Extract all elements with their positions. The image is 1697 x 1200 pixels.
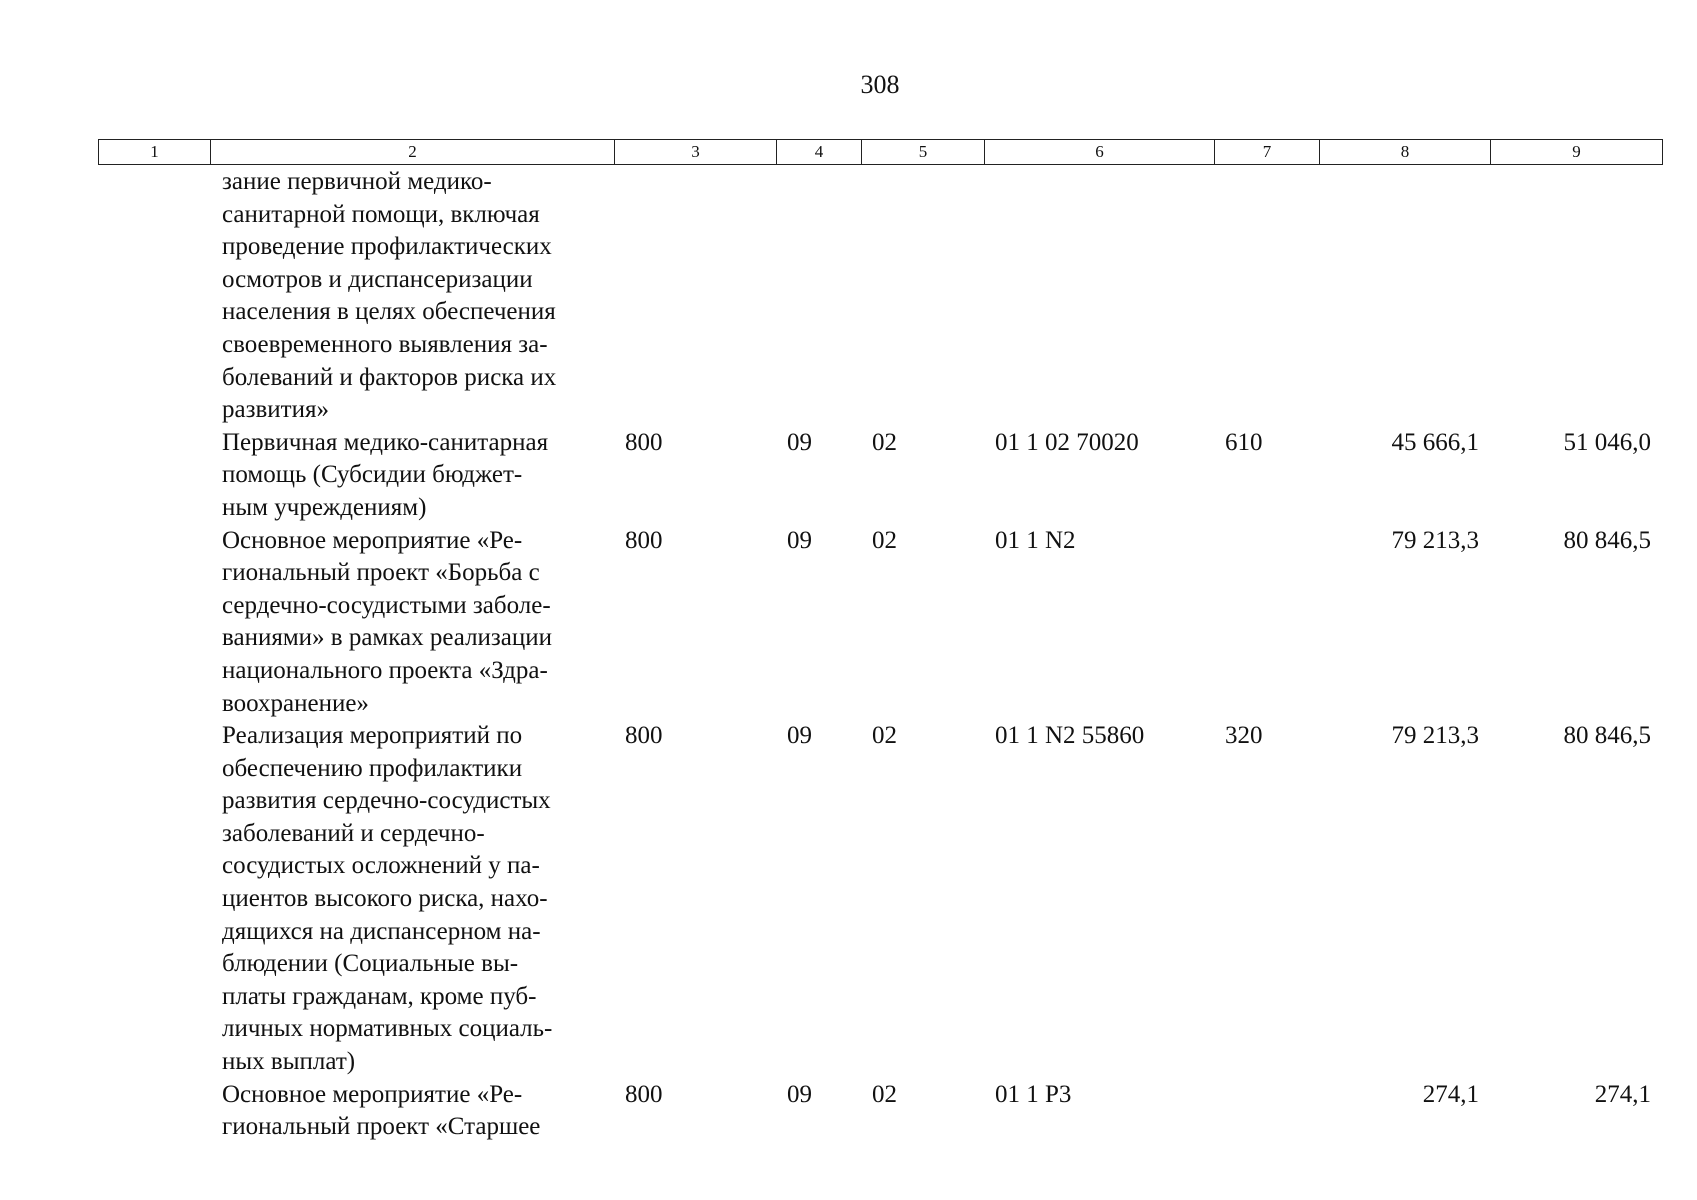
expense-type-cell: 320: [1225, 722, 1263, 750]
amount-year-2-cell: 80 846,5: [1563, 722, 1651, 750]
header-row: [99, 140, 1663, 165]
table-row: [98, 525, 1662, 721]
description-line: Основное мероприятие «Ре-: [222, 526, 523, 554]
description-line: сердечно-сосудистыми заболе-: [222, 591, 551, 619]
amount-year-2-cell: 51 046,0: [1563, 428, 1651, 456]
amount-year-1-cell: 274,1: [1422, 1080, 1479, 1108]
description-line: развития сердечно-сосудистых: [222, 787, 551, 815]
description-line: сосудистых осложнений у па-: [222, 852, 540, 880]
header-cell-6: 6: [985, 140, 1215, 165]
row-number-cell: [98, 166, 210, 427]
description-line: обеспечению профилактики: [222, 754, 523, 782]
target-article-cell: 01 1 N2 55860: [995, 722, 1145, 750]
description-line: Первичная медико-санитарная: [222, 428, 549, 456]
expense-type-cell: [1214, 166, 1319, 427]
ministry-code-cell: 800: [625, 1080, 663, 1108]
subsection-code-cell: 02: [872, 526, 897, 554]
amount-year-2-cell: [1490, 166, 1662, 427]
target-article-cell: 01 1 02 70020: [995, 428, 1139, 456]
description-line: населения в целях обеспечения: [222, 298, 556, 326]
description-line: осмотров и диспансеризации: [222, 265, 533, 293]
subsection-code-cell: [861, 166, 984, 427]
header-cell-2: 2: [211, 140, 615, 165]
subsection-code-cell: 02: [872, 428, 897, 456]
section-code-cell: 09: [787, 428, 812, 456]
amount-year-2-cell: 80 846,5: [1563, 526, 1651, 554]
header-cell-8: 8: [1320, 140, 1491, 165]
description-line: ных выплат): [222, 1048, 356, 1076]
description-line: Основное мероприятие «Ре-: [222, 1080, 523, 1108]
target-article-cell: [984, 166, 1214, 427]
description-line: личных нормативных социаль-: [222, 1015, 553, 1043]
description-line: развития»: [222, 396, 329, 424]
description-line: ваниями» в рамках реализации: [222, 624, 553, 652]
header-cell-5: 5: [862, 140, 985, 165]
expense-type-cell: [1214, 525, 1319, 721]
description-line: воохранение»: [222, 689, 369, 717]
section-code-cell: 09: [787, 526, 812, 554]
target-article-cell: 01 1 N2: [995, 526, 1076, 554]
description-line: заболеваний и сердечно-: [222, 819, 485, 847]
row-number-cell: [98, 525, 210, 721]
ministry-code-cell: 800: [625, 428, 663, 456]
row-number-cell: [98, 720, 210, 1079]
description-line: циентов высокого риска, нахо-: [222, 885, 548, 913]
subsection-code-cell: 02: [872, 722, 897, 750]
description-line: санитарной помощи, включая: [222, 200, 540, 228]
amount-year-1-cell: [1319, 166, 1490, 427]
row-number-cell: [98, 1079, 210, 1144]
row-number-cell: [98, 427, 210, 525]
header-cell-4: 4: [777, 140, 862, 165]
description-line: гиональный проект «Борьба с: [222, 559, 540, 587]
budget-table-body: [98, 166, 1662, 1144]
description-line: блюдении (Социальные вы-: [222, 950, 519, 978]
description-line: Реализация мероприятий по: [222, 722, 523, 750]
section-code-cell: [776, 166, 861, 427]
amount-year-1-cell: 79 213,3: [1391, 722, 1479, 750]
header-cell-9: 9: [1491, 140, 1663, 165]
description-cell: [210, 1079, 614, 1144]
column-number-header: [98, 139, 1663, 165]
description-cell: [210, 525, 614, 721]
amount-year-1-cell: 79 213,3: [1391, 526, 1479, 554]
ministry-code-cell: 800: [625, 526, 663, 554]
table-row: [98, 427, 1662, 525]
description-line: болеваний и факторов риска их: [222, 363, 557, 391]
description-line: своевременного выявления за-: [222, 330, 548, 358]
description-cell: [210, 427, 614, 525]
description-line: проведение профилактических: [222, 233, 552, 261]
subsection-code-cell: 02: [872, 1080, 897, 1108]
table-row: [98, 720, 1662, 1079]
amount-year-1-cell: 45 666,1: [1391, 428, 1479, 456]
amount-year-2-cell: 274,1: [1594, 1080, 1651, 1108]
page-number: 308: [860, 70, 900, 99]
description-line: платы гражданам, кроме пуб-: [222, 982, 537, 1010]
description-line: дящихся на диспансерном на-: [222, 917, 541, 945]
header-cell-3: 3: [615, 140, 777, 165]
description-line: зание первичной медико-: [222, 168, 492, 195]
description-line: помощь (Субсидии бюджет-: [222, 461, 523, 489]
ministry-code-cell: 800: [625, 722, 663, 750]
description-cell: [210, 166, 614, 427]
section-code-cell: 09: [787, 722, 812, 750]
description-line: ным учреждениям): [222, 493, 427, 521]
header-cell-7: 7: [1215, 140, 1320, 165]
table-row: [98, 1079, 1662, 1144]
description-line: национального проекта «Здра-: [222, 656, 548, 684]
expense-type-cell: [1214, 1079, 1319, 1144]
ministry-code-cell: [614, 166, 776, 427]
table-row: [98, 166, 1662, 427]
description-line: гиональный проект «Старшее: [222, 1113, 541, 1141]
description-cell: [210, 720, 614, 1079]
target-article-cell: 01 1 P3: [995, 1080, 1072, 1108]
header-cell-1: 1: [99, 140, 211, 165]
section-code-cell: 09: [787, 1080, 812, 1108]
expense-type-cell: 610: [1225, 428, 1263, 456]
